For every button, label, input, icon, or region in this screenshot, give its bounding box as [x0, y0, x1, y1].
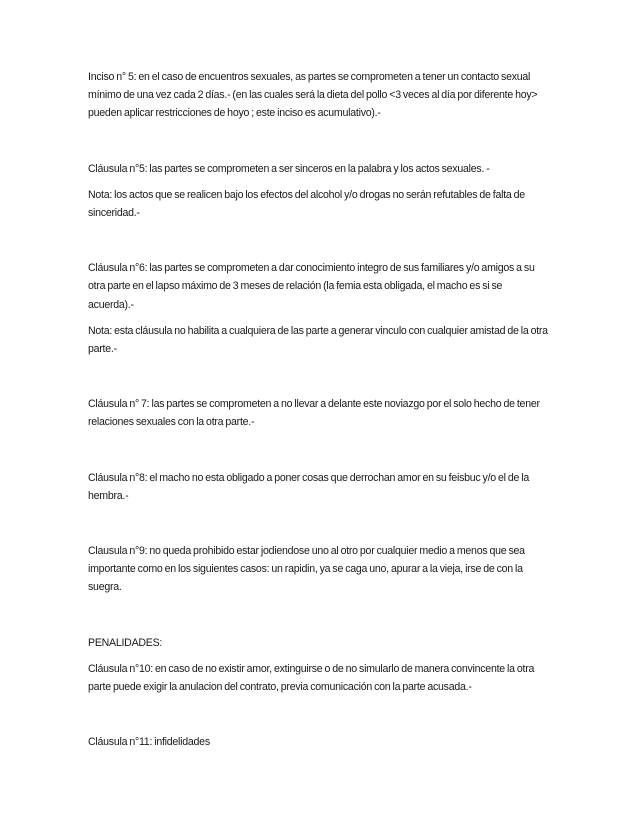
penalidades-heading: PENALIDADES: — [88, 636, 163, 649]
document-page — [88, 68, 550, 751]
clausula-9-paragraph: Clausula n°9: no queda prohibido estar jodiendose uno al otro por cualquier medio a menos que sea importante como en los siguientes casos: un rapidin, ya se caga uno, apurar a la vieja, irse de con la suegra. — [88, 545, 525, 594]
spacer — [88, 597, 550, 634]
spacer — [88, 314, 550, 322]
inciso-5-paragraph: Inciso n° 5: en el caso de encuentros sexuales, as partes se comprometen a tener un contacto sexual mínimo de una vez cada 2 días.- (en las cuales será la dieta del pollo <3 veces al día por diferente hoy> pueden aplicar restricciones de hoyo ; este inciso es acumulativo).- — [88, 71, 538, 120]
spacer — [88, 696, 550, 733]
clausula-5-paragraph: Cláusula n°5: las partes se comprometen a ser sinceros en la palabra y los actos sexuales. - — [88, 162, 490, 175]
spacer — [88, 178, 550, 186]
spacer — [88, 652, 550, 660]
clausula-11-paragraph: Cláusula n°11: infidelidades — [88, 736, 210, 749]
spacer — [88, 505, 550, 542]
clausula-7-paragraph: Cláusula n° 7: las partes se comprometen a no llevar a delante este noviazgo por el solo hecho de tener relaciones sexuales con la otra parte.- — [88, 398, 540, 429]
spacer — [88, 358, 550, 395]
spacer — [88, 222, 550, 259]
spacer — [88, 432, 550, 469]
clausula-8-paragraph: Cláusula n°8: el macho no esta obligado a poner cosas que derrochan amor en su feisbuc y/o el de la hembra.- — [88, 471, 529, 502]
clausula-6-paragraph: Cláusula n°6: las partes se comprometen a dar conocimiento integro de sus familiares y/o amigos a su otra parte en el lapso máximo de 3 meses de relación (la femia esta obligada, el macho es si se acuerda).- — [88, 262, 535, 311]
clausula-10-paragraph: Cláusula n°10: en caso de no existir amor, extinguirse o de no simularlo de manera convincente la otra parte puede exigir la anulacion del contrato, previa comunicación con la parte acusada.- — [88, 662, 535, 694]
spacer — [88, 123, 550, 160]
clausula-6-note: Nota: esta cláusula no habilita a cualquiera de las parte a generar vinculo con cualquier amistad de la otra parte.- — [88, 324, 548, 356]
clausula-5-note: Nota: los actos que se realicen bajo los efectos del alcohol y/o drogas no serán refutables de falta de sinceridad.- — [88, 188, 525, 220]
